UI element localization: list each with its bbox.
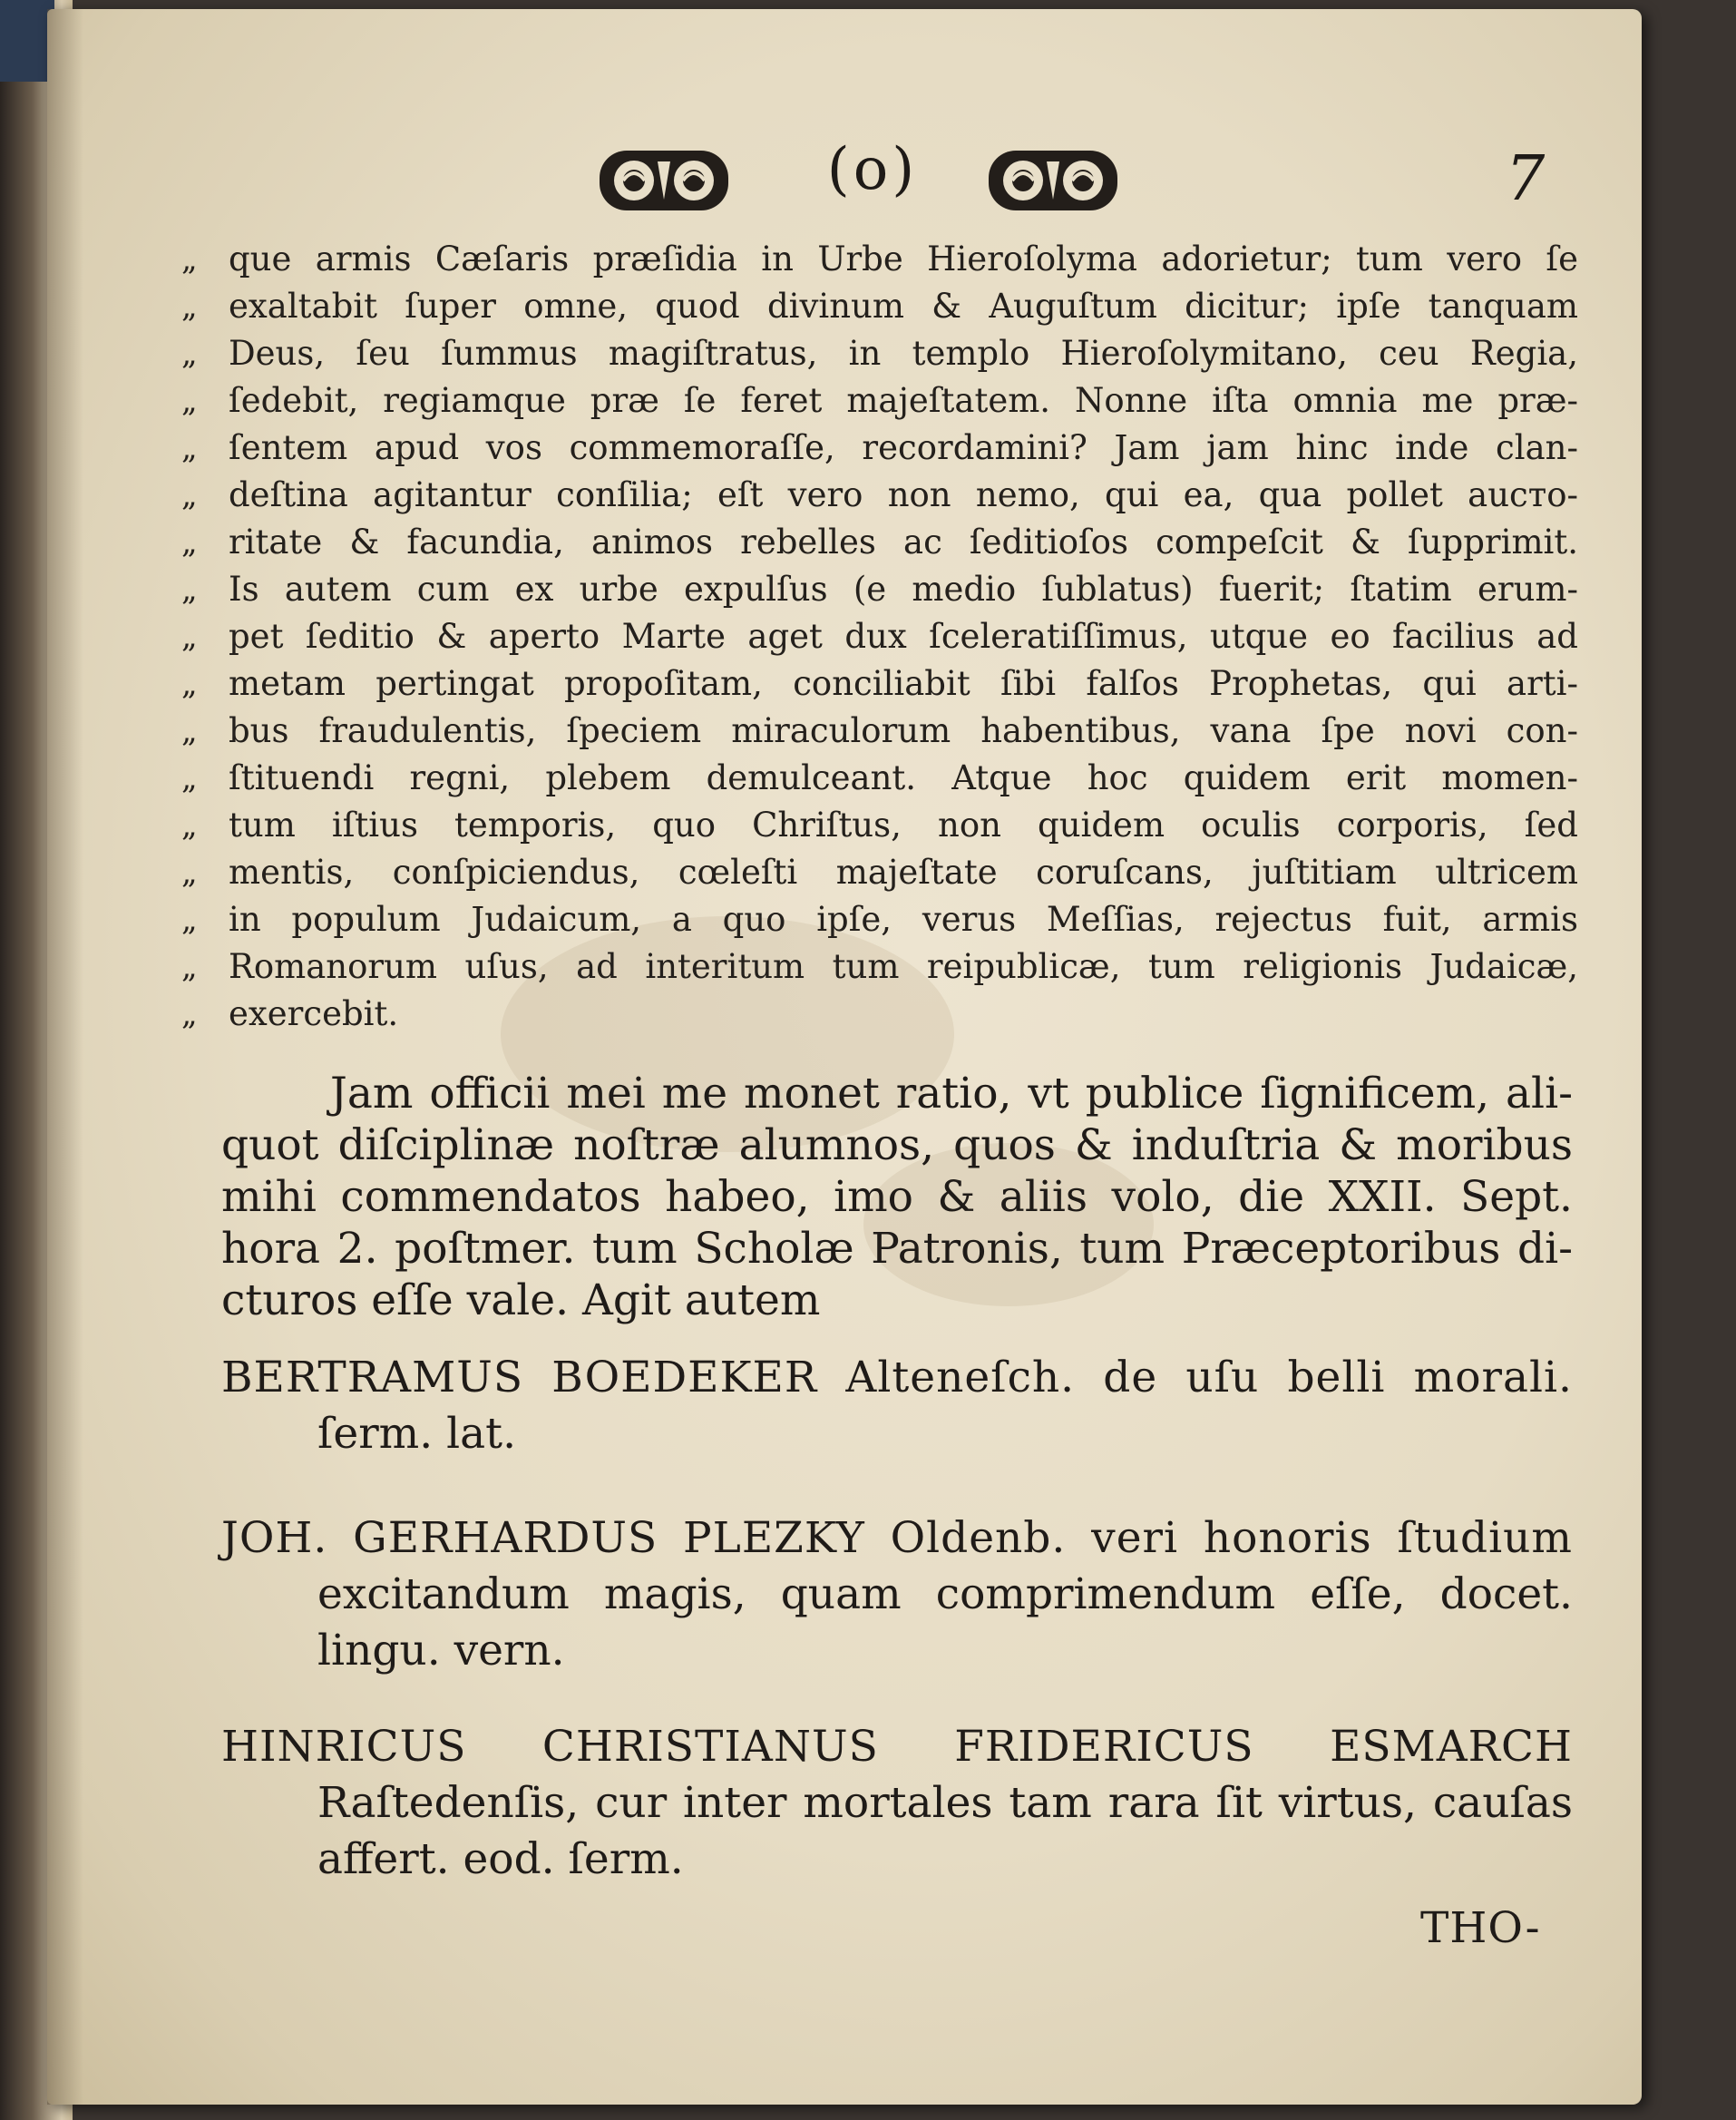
paragraph-line: quot diſciplinæ noſtræ alumnos, quos & induſtria & moribus	[221, 1120, 1573, 1170]
quote-mark: „	[181, 336, 198, 372]
quote-line: „ deſtina agitantur conſilia; eſt vero non nemo, qui ea, qua pollet auсто-	[181, 472, 1578, 519]
speaker-entry	[221, 1719, 1573, 1888]
paragraph-line: cturos eſſe vale. Agit autem	[221, 1275, 821, 1325]
entry-line: lingu. vern.	[317, 1626, 565, 1675]
quote-line: „ Romanorum uſus, ad interitum tum reipublicæ, tum religionis Judaicæ,	[181, 943, 1578, 991]
speaker-entry	[221, 1510, 1573, 1679]
quote-mark: „	[181, 524, 198, 561]
quote-line: „ ſtituendi regni, plebem demulceant. Atque hoc quidem erit momen-	[181, 755, 1578, 802]
entry-line: BERTRAMUS BOEDEKER Alteneſch. de uſu belli morali.	[221, 1353, 1573, 1402]
entry-line: HINRICUS CHRISTIANUS FRIDERICUS ESMARCH	[221, 1722, 1573, 1772]
quote-line: „ exaltabit ſuper omne, quod divinum & Auguſtum dicitur; ipſe tanquam	[181, 283, 1578, 330]
quote-line: „ ſedebit, regiamque præ ſe feret majeſtatem. Nonne iſta omnia me præ-	[181, 377, 1578, 425]
signature-mark: (o)	[826, 136, 919, 203]
quote-line: „ tum iſtius temporis, quo Chriſtus, non quidem oculis corporis, ſed	[181, 802, 1578, 849]
quote-line: „ mentis, conſpiciendus, cœleſti majeſtate coruſcans, juſtitiam ultricem	[181, 849, 1578, 896]
quote-line: „ ritate & facundia, animos rebelles ac ſeditioſos compeſcit & ſupprimit.	[181, 519, 1578, 566]
announcement-paragraph	[221, 1068, 1573, 1326]
quote-line: „ pet ſeditio & aperto Marte aget dux ſceleratiſſimus, utque eo facilius ad	[181, 613, 1578, 660]
entry-line: excitandum magis, quam comprimendum eſſe, docet.	[317, 1569, 1573, 1619]
ornament-icon	[985, 143, 1121, 218]
quote-line: „ Is autem cum ex urbe expulſus (e medio ſublatus) fuerit; ſtatim erum-	[181, 566, 1578, 613]
quote-mark: „	[181, 619, 198, 655]
catchword: THO-	[1420, 1903, 1541, 1953]
quote-mark: „	[181, 713, 198, 749]
quote-line: „ metam pertingat propoſitam, conciliabit ſibi falſos Prophetas, qui arti-	[181, 660, 1578, 708]
paragraph-line: hora 2. poſtmer. tum Scholæ Patronis, tum Præceptoribus di-	[221, 1224, 1573, 1274]
quote-mark: „	[181, 288, 198, 325]
quote-line: „ que armis Cæſaris præſidia in Urbe Hieroſolyma adorietur; tum vero ſe	[181, 236, 1578, 283]
quote-mark: „	[181, 996, 198, 1032]
quote-mark: „	[181, 477, 198, 513]
paragraph-line: mihi commendatos habeo, imo & aliis volo, die XXII. Sept.	[221, 1172, 1573, 1222]
quoted-passage	[181, 236, 1578, 1038]
binding-corner	[0, 0, 54, 82]
entry-line: JOH. GERHARDUS PLEZKY Oldenb. veri honoris ſtudium	[221, 1513, 1573, 1563]
paragraph-line: Jam officii mei me monet ratio, vt publice ſignificem, ali-	[330, 1069, 1573, 1119]
quote-line: „ Deus, ſeu ſummus magiſtratus, in templo Hieroſolymitano, ceu Regia,	[181, 330, 1578, 377]
entry-line: affert. eod. ſerm.	[317, 1834, 684, 1884]
speaker-entry	[221, 1350, 1573, 1462]
page-header	[47, 136, 1642, 236]
page-gutter-shadow	[47, 9, 83, 2105]
quote-mark: „	[181, 855, 198, 891]
quote-mark: „	[181, 760, 198, 796]
entry-line: Raſtedenſis, cur inter mortales tam rara ſit virtus, cauſas	[317, 1778, 1573, 1828]
quote-mark: „	[181, 902, 198, 938]
quote-mark: „	[181, 430, 198, 466]
quote-mark: „	[181, 572, 198, 608]
quote-mark: „	[181, 383, 198, 419]
book-page	[47, 9, 1642, 2105]
quote-mark: „	[181, 949, 198, 985]
ornament-icon	[596, 143, 732, 218]
entry-line: ſerm. lat.	[317, 1409, 517, 1459]
quote-line: „ exercebit.	[181, 991, 1578, 1038]
quote-line: „ bus fraudulentis, ſpeciem miraculorum habentibus, vana ſpe novi con-	[181, 708, 1578, 755]
quote-mark: „	[181, 241, 198, 278]
quote-mark: „	[181, 807, 198, 844]
page-number: 7	[1506, 143, 1546, 215]
quote-line: „ in populum Judaicum, a quo ipſe, verus Meſſias, rejectus fuit, armis	[181, 896, 1578, 943]
quote-line: „ ſentem apud vos commemoraſſe, recordamini? Jam jam hinc inde clan-	[181, 425, 1578, 472]
quote-mark: „	[181, 666, 198, 702]
